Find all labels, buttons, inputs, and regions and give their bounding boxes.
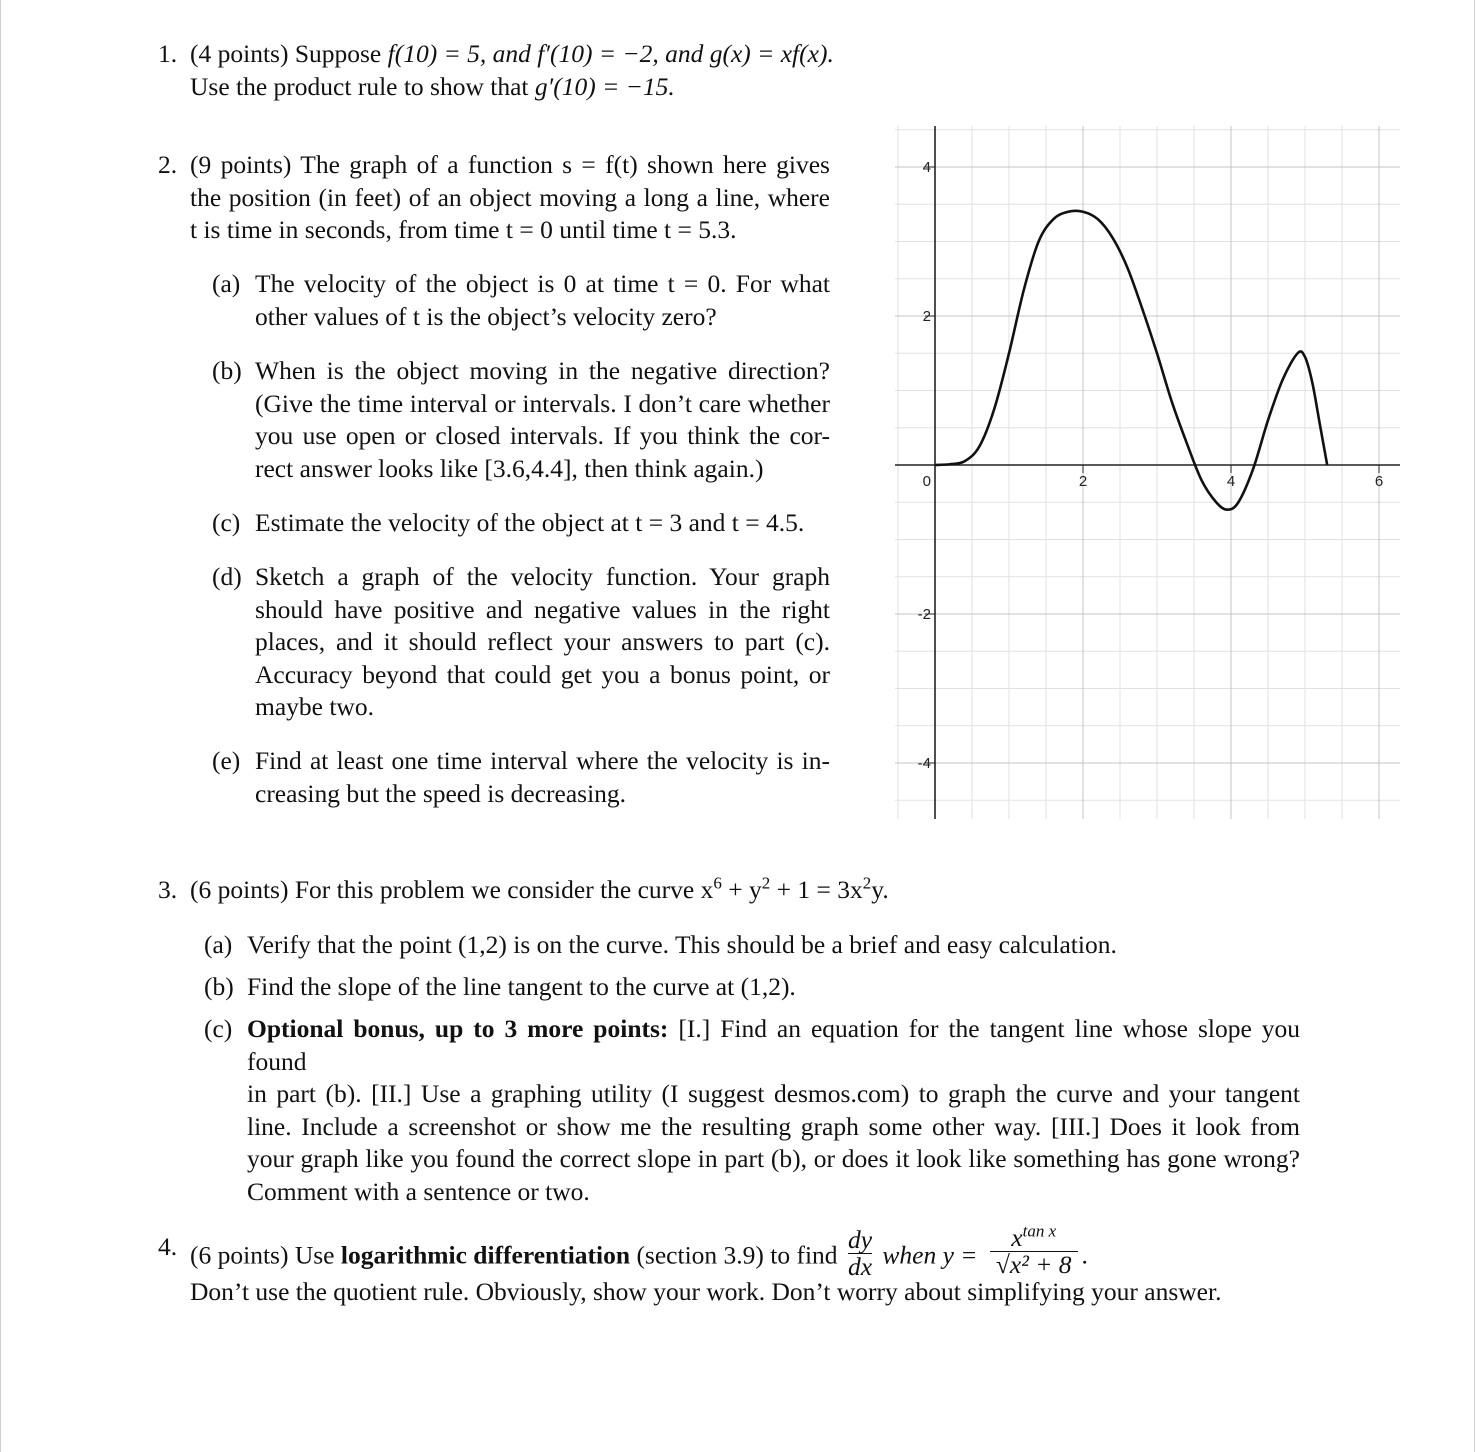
part-line: Sketch a graph of the velocity function. Your graph xyxy=(255,562,830,591)
part-label: (e) xyxy=(212,746,241,775)
part-line: other values of t is the object’s velocity zero? xyxy=(255,301,717,331)
problem-2-intro-line: t is time in seconds, from time t = 0 until time t = 5.3. xyxy=(190,215,737,244)
part-label: (a) xyxy=(212,269,241,298)
part-line: should have positive and negative values in the right xyxy=(255,594,830,624)
part-label: (c) xyxy=(204,1014,233,1043)
problem-3-intro-text: (6 points) For this problem we consider the curve x xyxy=(190,875,714,904)
grid-minor xyxy=(895,126,1400,819)
problem-3-intro-text: y. xyxy=(871,875,889,904)
problem-4-bold: logarithmic differentiation xyxy=(340,1240,631,1270)
problem-4-text: Don’t use the quotient rule. Obviously, show your work. Don’t worry about simplifying your answer. xyxy=(190,1277,1222,1306)
part-line: Estimate the velocity of the object at t = 3 and t = 4.5. xyxy=(255,508,805,537)
when-text: when y = xyxy=(882,1240,978,1270)
problem-4-text: (6 points) Use xyxy=(190,1240,341,1270)
problem-1-points: (4 points) xyxy=(190,39,289,68)
grid-major xyxy=(895,126,1400,819)
part-line: places, and it should reflect your answers to part (c). xyxy=(255,627,830,656)
exponent: 2 xyxy=(862,873,872,893)
problem-2-intro-line: the position (in feet) of an object moving a long a line, where xyxy=(190,182,830,212)
part-label: (b) xyxy=(204,972,234,1001)
frac-denominator: dx xyxy=(847,1252,873,1281)
rhs-numerator xyxy=(990,1221,1078,1252)
x-tick-label: 2 xyxy=(1078,473,1088,490)
problem-4-number: 4. xyxy=(158,1232,178,1261)
part-line: Accuracy beyond that could get you a bonus point, or xyxy=(255,659,830,689)
problem-1-number: 1. xyxy=(158,39,178,68)
part-text xyxy=(255,355,830,485)
problem-4-when xyxy=(882,1240,977,1269)
problem-1-line2-math: g′(10) = −15. xyxy=(534,71,675,101)
x-tick-label: 6 xyxy=(1374,473,1384,490)
part-line: Find at least one time interval where the velocity is in- xyxy=(255,746,830,775)
rhs-denominator: √x² + 8 xyxy=(990,1251,1078,1278)
part-line: The velocity of the object is 0 at time t = 0. For what xyxy=(255,269,830,298)
problem-3-number: 3. xyxy=(158,875,178,904)
part-line: creasing but the speed is decreasing. xyxy=(255,778,627,808)
problem-1-line1-math: f(10) = 5, and f′(10) = −2, and g(x) = xf(x). xyxy=(387,39,834,68)
part-text xyxy=(247,1013,1300,1208)
page-edge-left xyxy=(0,0,1,1452)
problem-3-intro-text: + 1 = 3x xyxy=(770,875,863,904)
x-tick-label: 4 xyxy=(1226,473,1236,490)
part-line: line. Include a screenshot or show me the resulting graph some other way. [III.] Does it look from xyxy=(247,1111,1300,1141)
page-edge-right xyxy=(1474,0,1475,1452)
bonus-heading: Optional bonus, up to 3 more points: xyxy=(247,1014,669,1043)
part-line: rect answer looks like [3.6,4.4], then think again.) xyxy=(255,453,764,483)
exponent: 6 xyxy=(713,873,722,893)
part-label: (a) xyxy=(204,930,233,959)
part-text xyxy=(255,507,830,540)
part-line: Comment with a sentence or two. xyxy=(247,1176,590,1206)
y-tick-label: 4 xyxy=(922,159,931,176)
y-tick-label: -4 xyxy=(917,755,931,772)
problem-1-line2: Use the product rule to show that xyxy=(190,71,535,101)
frac-numerator: dy xyxy=(847,1225,873,1254)
rhs-exponent: tan x xyxy=(1022,1221,1057,1241)
derivative-fraction xyxy=(848,1227,872,1280)
part-line: you use open or closed intervals. If you think the cor- xyxy=(255,421,830,450)
problem-4 xyxy=(158,1210,1358,1320)
problem-4-line2 xyxy=(190,1276,1340,1309)
part-line: in part (b). [II.] Use a graphing utility (I suggest desmos.com) to graph the curve and your tangent xyxy=(247,1079,1300,1108)
part-line: maybe two. xyxy=(255,692,374,721)
part-line: (Give the time interval or intervals. I don’t care whether xyxy=(255,388,830,418)
part-line: Verify that the point (1,2) is on the curve. This should be a brief and easy calculation. xyxy=(247,930,1117,959)
function-fraction xyxy=(990,1221,1078,1279)
part-line: Find the slope of the line tangent to the curve at (1,2). xyxy=(247,972,796,1001)
part-text xyxy=(255,561,830,724)
y-tick-label: 0 xyxy=(922,473,931,490)
exponent: 2 xyxy=(761,873,771,893)
part-text xyxy=(255,745,830,810)
problem-1-line1: Suppose xyxy=(294,39,388,68)
part-line: your graph like you found the correct slope in part (b), or does it look like something has gone wrong? xyxy=(247,1144,1300,1173)
position-graph xyxy=(895,124,1405,824)
problem-4-text: (section 3.9) to find xyxy=(630,1240,838,1270)
problem-2-number: 2. xyxy=(158,150,178,179)
part-text xyxy=(255,268,830,333)
part-label: (d) xyxy=(212,562,242,591)
axes xyxy=(895,126,1400,819)
y-tick-label: 2 xyxy=(922,308,931,325)
rhs-base: x xyxy=(1011,1223,1023,1252)
part-line: When is the object moving in the negative direction? xyxy=(255,356,830,385)
problem-2-intro xyxy=(190,149,830,247)
y-tick-label: -2 xyxy=(917,606,931,623)
problem-3-intro xyxy=(190,874,1310,907)
period: . xyxy=(1081,1240,1088,1270)
part-line: [I.] Find an equation for the tangent line whose slope you found xyxy=(247,1014,1300,1076)
problem-1-text xyxy=(190,38,910,103)
part-label: (b) xyxy=(212,356,242,385)
problem-2-intro-line: (9 points) The graph of a function s = f(t) shown here gives xyxy=(190,150,830,179)
part-label: (c) xyxy=(212,508,241,537)
problem-3-intro-text: + y xyxy=(721,875,762,904)
